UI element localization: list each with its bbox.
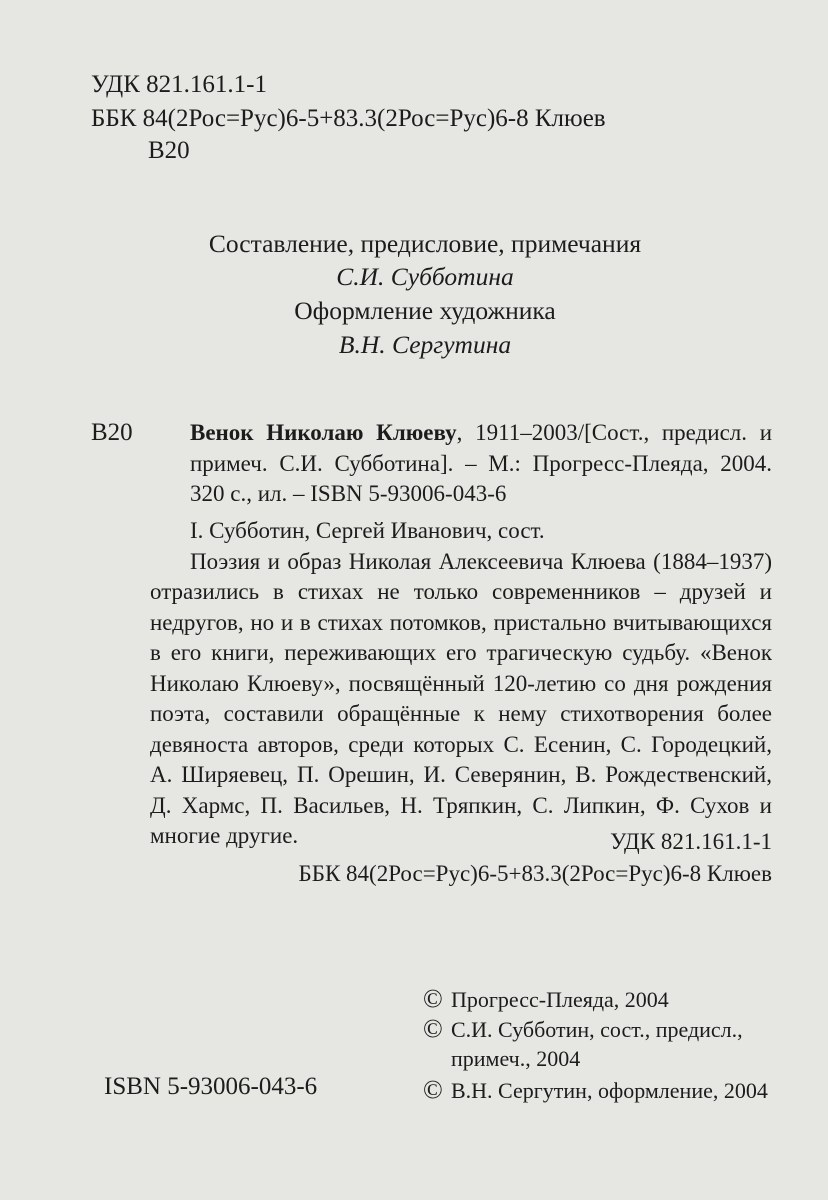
bibliography-bbk: ББК 84(2Рос=Рус)6-5+83.3(2Рос=Рус)6-8 Клюев [298, 861, 772, 886]
compiler-name: С.И. Субботина [336, 262, 514, 291]
copyright-icon: © [423, 1014, 443, 1043]
copyright-icon: © [423, 984, 443, 1013]
copyright-designer [423, 1075, 768, 1106]
book-title: Венок Николаю Клюеву [190, 420, 457, 445]
bibliographic-details: , 1911–2003/[Сост., предисл. и примеч. С.И. Субботина]. – М.: Прогресс-Плеяда, 2004. 320 с., ил. – ISBN 5-93006-043-6 [190, 420, 773, 506]
bibliography-udk: УДК 821.161.1-1 [610, 829, 772, 854]
bbk-code: ББК 84(2Рос=Рус)6-5+83.3(2Рос=Рус)6-8 Клюев [91, 105, 606, 132]
copyright-compiler-text: С.И. Субботин, сост., предисл., [451, 1017, 743, 1042]
abstract-text: Поэзия и образ Николая Алексеевича Клюева (1884–1937) отразились в стихах не только современников – друзей и недругов, но и в стихах потомков, пристально вчитывающихся в его книги, переживающих его трагическую судьбу. «Венок Николаю Клюеву», посвящённый 120-летию со дня рождения поэта, составили обращённые к нему стихотворения более девяноста авторов, среди которых С. Есенин, С. Городецкий, А. Ширяевец, П. Орешин, И. Северянин, В. Рождественский, Д. Хармс, П. Васильев, Н. Тряпкин, С. Липкин, Ф. Сухов и многие другие. [150, 548, 772, 848]
designer-name: В.Н. Сергутина [338, 330, 512, 359]
copyright-compiler [423, 1014, 743, 1045]
abstract-block [150, 516, 772, 852]
bibliographic-reference [190, 418, 772, 510]
author-code: В20 [148, 137, 190, 164]
udk-code: УДК 821.161.1-1 [91, 71, 267, 98]
compiled-label: Составление, предисловие, примечания [208, 229, 642, 258]
bibliography-author-code: В20 [91, 419, 133, 446]
copyright-compiler-continued: примеч., 2004 [451, 1046, 581, 1071]
copyright-designer-text: В.Н. Сергутин, оформление, 2004 [451, 1078, 768, 1103]
copyright-publisher-text: Прогресс-Плеяда, 2004 [451, 987, 669, 1012]
copyright-publisher [423, 984, 669, 1015]
isbn: ISBN 5-93006-043-6 [104, 1073, 318, 1100]
author-entry: I. Субботин, Сергей Иванович, сост. [190, 518, 545, 543]
design-label: Оформление художника [294, 296, 556, 325]
copyright-icon: © [423, 1075, 443, 1104]
